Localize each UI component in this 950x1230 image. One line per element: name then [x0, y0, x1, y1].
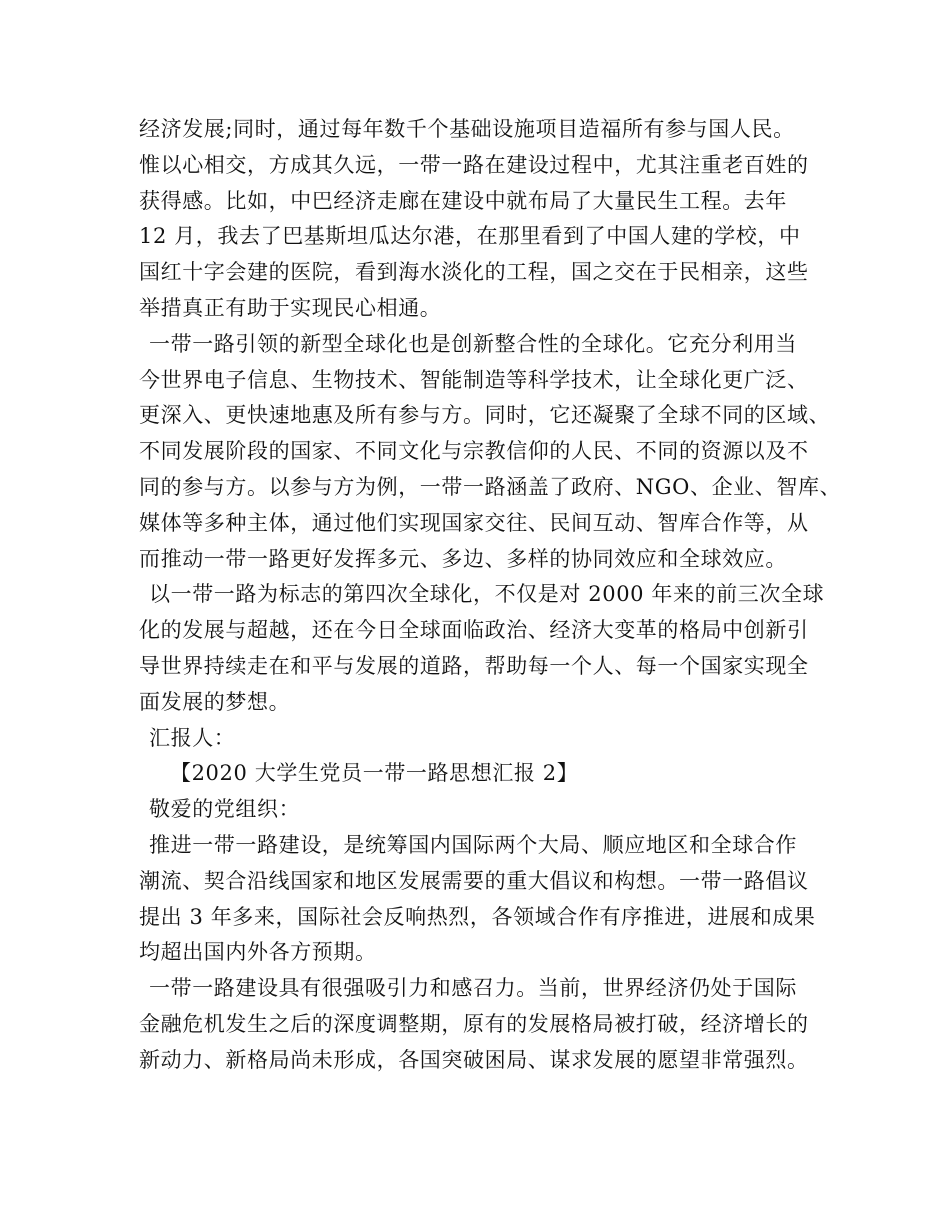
- text-line: 今世界电子信息、生物技术、智能制造等科学技术，让全球化更广泛、: [139, 367, 809, 392]
- text-line: 提出 3 年多来，国际社会反响热烈，各领域合作有序推进，进展和成果: [139, 904, 816, 929]
- text-line: 新动力、新格局尚未形成，各国突破困局、谋求发展的愿望非常强烈。: [139, 1047, 809, 1072]
- text-line: 更深入、更快速地惠及所有参与方。同时，它还凝聚了全球不同的区域、: [139, 403, 831, 428]
- paragraph-start-line: 一带一路引领的新型全球化也是创新整合性的全球化。它充分利用当: [149, 331, 797, 356]
- text-line: 不同发展阶段的国家、不同文化与宗教信仰的人民、不同的资源以及不: [139, 439, 809, 464]
- reporter-label: 汇报人：: [149, 725, 236, 750]
- text-line: 媒体等多种主体，通过他们实现国家交往、民间互动、智库合作等，从: [139, 510, 809, 535]
- text-line: 导世界持续走在和平与发展的道路，帮助每一个人、每一个国家实现全: [139, 653, 809, 678]
- text-line: 化的发展与超越，还在今日全球面临政治、经济大变革的格局中创新引: [139, 618, 809, 643]
- text-line: 12 月，我去了巴基斯坦瓜达尔港，在那里看到了中国人建的学校，中: [139, 224, 801, 249]
- section-title: 【2020 大学生党员一带一路思想汇报 2】: [170, 761, 579, 786]
- text-line: 经济发展;同时，通过每年数千个基础设施项目造福所有参与国人民。: [139, 117, 795, 141]
- text-line: 举措真正有助于实现民心相通。: [139, 295, 442, 320]
- text-line: 国红十字会建的医院，看到海水淡化的工程，国之交在于民相亲，这些: [139, 260, 809, 285]
- paragraph-start-line: 以一带一路为标志的第四次全球化，不仅是对 2000 年来的前三次全球: [149, 582, 825, 607]
- text-line: 面发展的梦想。: [139, 689, 291, 714]
- text-line: 惟以心相交，方成其久远，一带一路在建设过程中，尤其注重老百姓的: [139, 152, 809, 177]
- text-line: 金融危机发生之后的深度调整期，原有的发展格局被打破，经济增长的: [139, 1011, 809, 1036]
- salutation: 敬爱的党组织：: [149, 797, 301, 822]
- document-body: [139, 112, 842, 1079]
- text-line: 同的参与方。以参与方为例，一带一路涵盖了政府、NGO、企业、智库、: [139, 474, 842, 499]
- paragraph-start-line: 推进一带一路建设，是统筹国内国际两个大局、顺应地区和全球合作: [149, 832, 797, 857]
- text-line: 潮流、契合沿线国家和地区发展需要的重大倡议和构想。一带一路倡议: [139, 868, 809, 893]
- text-line: 均超出国内外各方预期。: [139, 940, 377, 965]
- text-line: 而推动一带一路更好发挥多元、多边、多样的协同效应和全球效应。: [139, 546, 787, 571]
- text-line: 获得感。比如，中巴经济走廊在建设中就布局了大量民生工程。去年: [139, 188, 787, 213]
- paragraph-start-line: 一带一路建设具有很强吸引力和感召力。当前，世界经济仍处于国际: [149, 976, 797, 1001]
